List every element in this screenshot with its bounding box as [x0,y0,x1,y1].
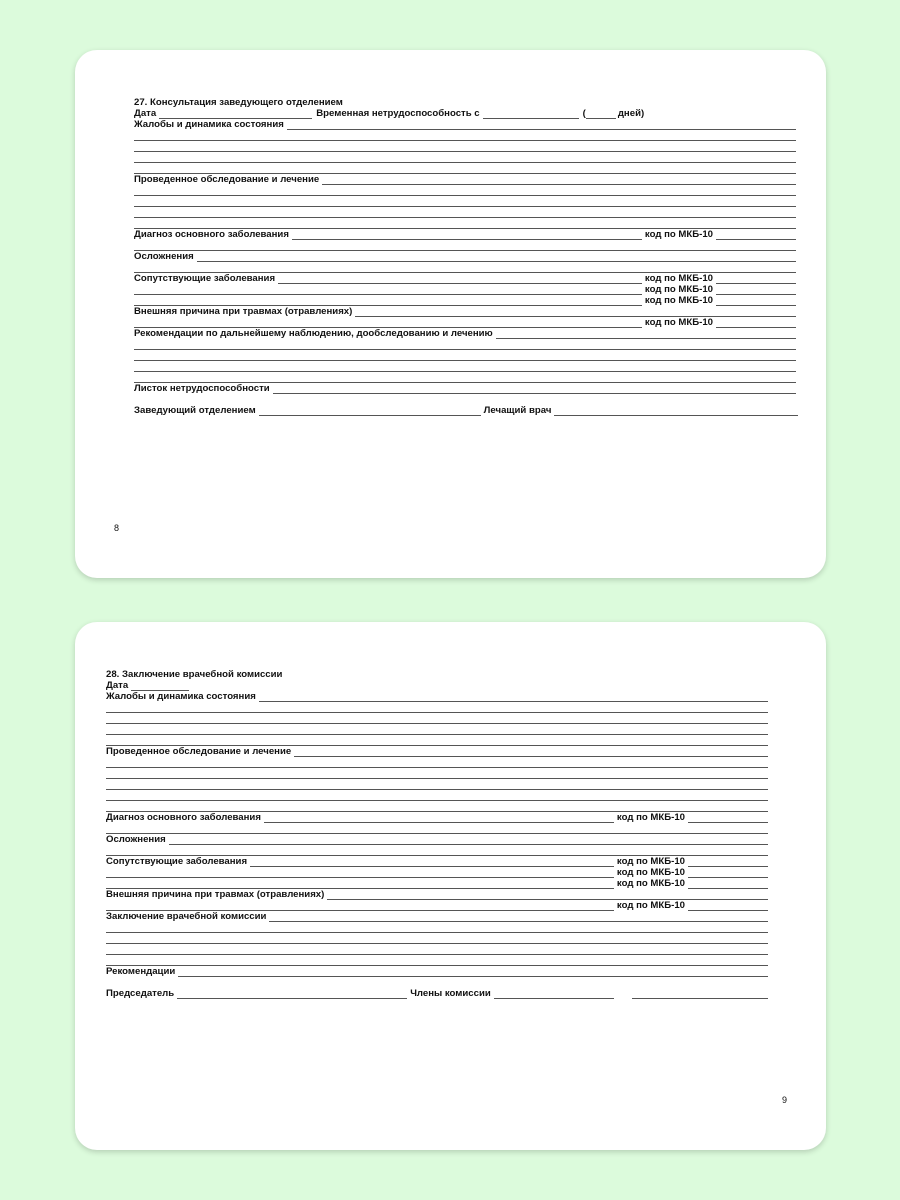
complications-line[interactable] [106,845,768,856]
section-title: 27. Консультация заведующего отделением [134,97,343,108]
mkb-label: код по МКБ-10 [644,273,713,284]
complaints-line[interactable] [106,713,768,724]
form-page-27 [75,50,826,578]
complaints-field[interactable] [259,693,768,702]
exam-field[interactable] [322,176,796,185]
complaints-line[interactable] [134,152,796,163]
diagnosis-field[interactable] [264,814,614,823]
recommendations-row [106,966,768,977]
mkb-code-field[interactable] [716,286,796,295]
exam-label: Проведенное обследование и лечение [106,746,292,757]
mkb-label: код по МКБ-10 [616,856,685,867]
complaints-line[interactable] [134,141,796,152]
complaints-label: Жалобы и динамика состояния [134,119,284,130]
diagnosis-label: Диагноз основного заболевания [134,229,289,240]
exam-field[interactable] [294,748,768,757]
days-label: дней) [617,108,645,119]
doctor-label: Лечащий врач [483,405,552,416]
comorbid-row [134,295,796,306]
mkb-label: код по МКБ-10 [644,295,713,306]
recommendations-field[interactable] [496,330,796,339]
complaints-line[interactable] [106,724,768,735]
diagnosis-field[interactable] [292,231,642,240]
signatures-row [134,405,798,416]
mkb-code-field[interactable] [716,231,796,240]
disability-label: Временная нетрудоспособность с [316,108,480,119]
comorbid-field[interactable] [106,869,614,878]
member-signature-field[interactable] [632,990,768,999]
comorbid-row [106,856,768,867]
mkb-code-field[interactable] [688,869,768,878]
external-cause-field[interactable] [106,902,614,911]
head-label: Заведующий отделением [134,405,256,416]
conclusion-line[interactable] [106,955,768,966]
mkb-code-field[interactable] [688,880,768,889]
conclusion-line[interactable] [106,944,768,955]
external-cause-row [106,889,768,900]
complications-row [106,834,768,845]
form-page-28 [75,622,826,1150]
exam-line[interactable] [134,196,796,207]
date-row [106,680,768,691]
mkb-label: код по МКБ-10 [644,317,713,328]
comorbid-row [106,867,768,878]
recommendations-line[interactable] [134,361,796,372]
exam-line[interactable] [134,218,796,229]
complications-label: Осложнения [106,834,166,845]
external-cause-row [134,306,796,317]
comorbid-row [134,273,796,284]
commission-conclusion-label: Заключение врачебной комиссии [106,911,267,922]
member-signature-field[interactable] [494,990,614,999]
head-signature-field[interactable] [259,407,481,416]
mkb-label: код по МКБ-10 [644,284,713,295]
complaints-line[interactable] [106,735,768,746]
mkb-label: код по МКБ-10 [616,867,685,878]
comorbid-row [106,878,768,889]
mkb-label: код по МКБ-10 [616,878,685,889]
mkb-code-field[interactable] [716,275,796,284]
mkb-code-field[interactable] [716,319,796,328]
sick-leave-row [134,383,796,394]
comorbid-field[interactable] [278,275,642,284]
consultation-form [134,97,796,416]
complaints-field[interactable] [287,121,796,130]
sick-leave-label: Листок нетрудоспособности [134,383,270,394]
date-row [134,108,796,119]
section-title: 28. Заключение врачебной комиссии [106,669,283,680]
exam-line[interactable] [106,768,768,779]
external-cause-field[interactable] [327,891,768,900]
exam-line[interactable] [106,779,768,790]
chairman-label: Председатель [106,988,175,999]
complications-line[interactable] [134,262,796,273]
signatures-row [106,988,768,999]
recommendations-label: Рекомендации по дальнейшему наблюдению, дообследованию и лечению [134,328,493,339]
doctor-signature-field[interactable] [554,407,798,416]
conclusion-line[interactable] [106,933,768,944]
complaints-line[interactable] [106,702,768,713]
exam-line[interactable] [106,757,768,768]
sick-leave-field[interactable] [273,385,796,394]
commission-form [106,669,768,999]
disability-start-field[interactable] [483,110,579,119]
mkb-label: код по МКБ-10 [616,900,685,911]
exam-line[interactable] [106,801,768,812]
members-label: Члены комиссии [410,988,491,999]
exam-line[interactable] [106,790,768,801]
external-cause-row [134,317,796,328]
date-label: Дата [106,680,129,691]
recommendations-line[interactable] [134,372,796,383]
exam-row [106,746,768,757]
date-label: Дата [134,108,157,119]
complications-row [134,251,796,262]
mkb-label: код по МКБ-10 [616,812,685,823]
chairman-signature-field[interactable] [177,990,407,999]
external-cause-field[interactable] [355,308,796,317]
comorbid-field[interactable] [134,297,642,306]
exam-label: Проведенное обследование и лечение [134,174,320,185]
comorbid-label: Сопутствующие заболевания [106,856,248,867]
recommendations-row [134,328,796,339]
diagnosis-line[interactable] [134,240,796,251]
exam-line[interactable] [134,207,796,218]
diagnosis-row [134,229,796,240]
days-open-paren: ( [582,108,586,119]
conclusion-line[interactable] [106,922,768,933]
complaints-row [134,119,796,130]
diagnosis-label: Диагноз основного заболевания [106,812,261,823]
page-number: 8 [114,523,120,533]
comorbid-field[interactable] [134,286,642,295]
diagnosis-row [106,812,768,823]
comorbid-label: Сопутствующие заболевания [134,273,276,284]
commission-conclusion-row [106,911,768,922]
mkb-code-field[interactable] [716,297,796,306]
comorbid-field[interactable] [106,880,614,889]
complaints-line[interactable] [134,163,796,174]
complaints-label: Жалобы и динамика состояния [106,691,256,702]
external-cause-row [106,900,768,911]
exam-line[interactable] [134,185,796,196]
mkb-code-field[interactable] [688,814,768,823]
external-cause-field[interactable] [134,319,642,328]
complications-field[interactable] [197,253,796,262]
date-field[interactable] [131,682,189,691]
complications-label: Осложнения [134,251,194,262]
comorbid-field[interactable] [250,858,614,867]
recommendations-label: Рекомендации [106,966,176,977]
external-cause-label: Внешняя причина при травмах (отравлениях) [134,306,353,317]
comorbid-row [134,284,796,295]
days-count-field[interactable] [586,110,616,119]
commission-conclusion-field[interactable] [269,913,768,922]
external-cause-label: Внешняя причина при травмах (отравлениях) [106,889,325,900]
exam-row [134,174,796,185]
recommendations-line[interactable] [134,350,796,361]
mkb-label: код по МКБ-10 [644,229,713,240]
mkb-code-field[interactable] [688,858,768,867]
complications-field[interactable] [169,836,768,845]
diagnosis-line[interactable] [106,823,768,834]
recommendations-field[interactable] [178,968,768,977]
recommendations-line[interactable] [134,339,796,350]
page-number: 9 [782,1095,788,1105]
complaints-line[interactable] [134,130,796,141]
complaints-row [106,691,768,702]
date-field[interactable] [159,110,312,119]
mkb-code-field[interactable] [688,902,768,911]
